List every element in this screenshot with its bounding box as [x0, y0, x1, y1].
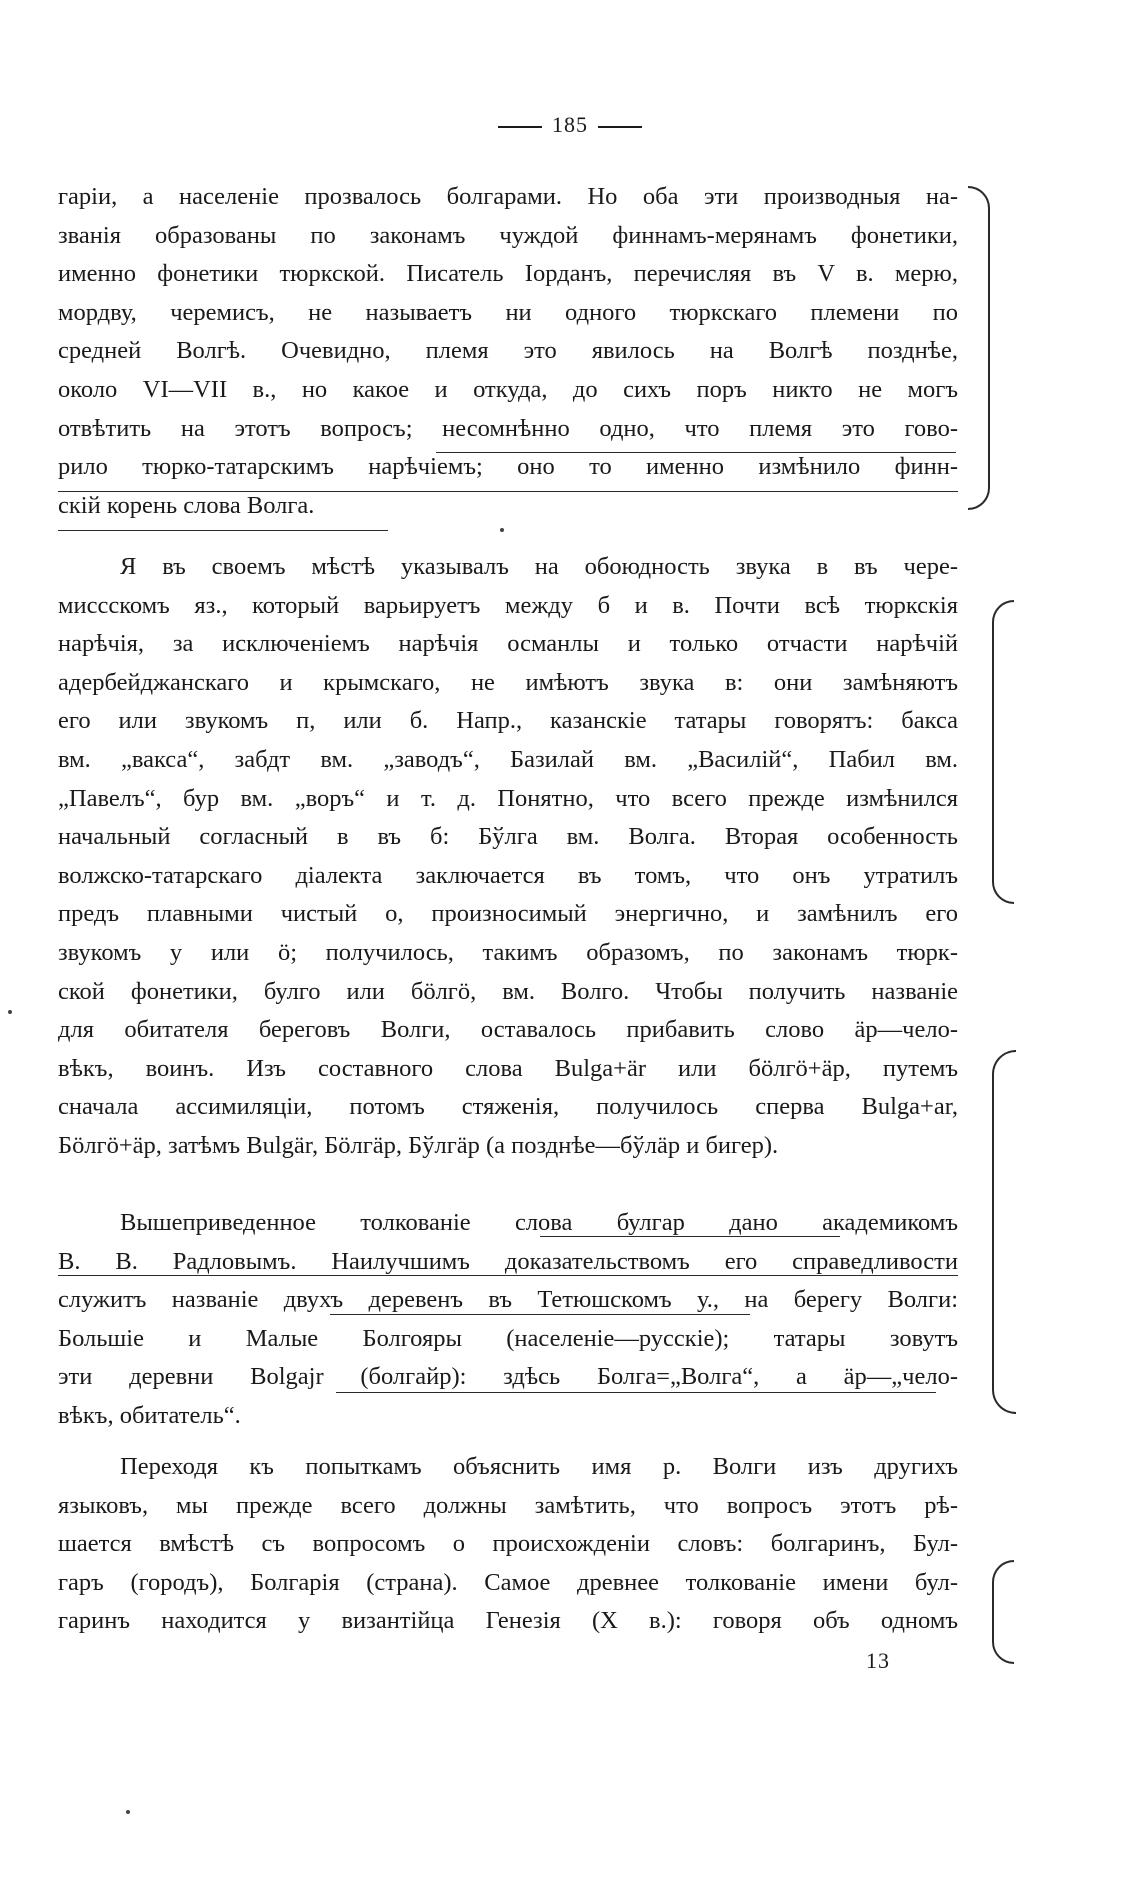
page-header [0, 112, 1140, 138]
text-line: гаръ (городъ), Болгарія (страна). Самое древнее толкованіе имени бул- [58, 1568, 958, 1596]
text-line: мордву, черемисъ, не называетъ ни одного тюркскаго племени по [58, 298, 958, 326]
text-line: Переходя къ попыткамъ объяснить имя р. Волги изъ другихъ [120, 1453, 958, 1480]
text-line: вѣкъ, обитатель“. [58, 1401, 241, 1429]
paragraph-4 [58, 1448, 958, 1641]
text-line: гаріи, а населеніе прозвалось болгарами. Но оба эти производныя на- [58, 183, 958, 210]
text-line: именно фонетики тюркской. Писатель Іорданъ, перечисляя въ V в. мерю, [58, 260, 958, 288]
text-line: званія образованы по законамъ чуждой финнамъ-мерянамъ фонетики, [58, 221, 958, 249]
margin-dot [500, 528, 504, 532]
margin-bracket-1 [968, 186, 990, 510]
text-line: служитъ названіе двухъ деревенъ въ Тетюшскомъ у., на берегу Волги: [58, 1286, 958, 1314]
pencil-underline [436, 452, 956, 453]
text-line: рило тюрко-татарскимъ нарѣчіемъ; оно то именно измѣнило финн- [58, 453, 958, 481]
text-line: сначала ассимиляціи, потомъ стяженія, получилось сперва Bulga+ar, [58, 1093, 958, 1121]
text-line: звукомъ у или ö; получилось, такимъ образомъ, по законамъ тюрк- [58, 938, 958, 966]
pencil-underline [58, 491, 958, 492]
text-line: гаринъ находится у византійца Генезія (X в.): говоря объ одномъ [58, 1607, 958, 1635]
text-line: около VI—VII в., но какое и откуда, до сихъ поръ никто не могъ [58, 375, 958, 403]
text-line: языковъ, мы прежде всего должны замѣтить, что вопросъ этотъ рѣ- [58, 1491, 958, 1519]
text-line: его или звукомъ п, или б. Напр., казанскіе татары говорятъ: бакса [58, 707, 958, 735]
text-line: волжско-татарскаго діалекта заключается въ томъ, что онъ утратилъ [58, 861, 958, 889]
text-line: начальный согласный в въ б: Бўлга вм. Волга. Вторая особенность [58, 823, 958, 851]
pencil-underline [58, 1275, 958, 1276]
header-dash-left [498, 126, 542, 128]
text-line: средней Волгѣ. Очевидно, племя это явилось на Волгѣ позднѣе, [58, 337, 958, 365]
text-line: скій корень слова Волга. [58, 491, 315, 519]
pencil-underline [336, 1392, 936, 1393]
text-line: Я въ своемъ мѣстѣ указывалъ на обоюдность звука в въ чере- [120, 553, 958, 580]
text-line: миссскомъ яз., который варьируетъ между б и в. Почти всѣ тюркскія [58, 591, 958, 619]
margin-dot [126, 1810, 130, 1814]
text-line: эти деревни Bolgajr (болгайр): здѣсь Болга=„Волга“, а äр—„чело- [58, 1363, 958, 1391]
text-line: отвѣтить на этотъ вопросъ; несомнѣнно одно, что племя это гово- [58, 414, 958, 442]
pencil-underline [330, 1314, 750, 1315]
margin-bracket-3 [992, 1050, 1016, 1414]
header-dash-right [598, 126, 642, 128]
text-line: адербейджанскаго и крымскаго, не имѣютъ звука в: они замѣняютъ [58, 668, 958, 696]
paragraph-1 [58, 178, 958, 525]
signature-mark: 13 [866, 1648, 890, 1673]
text-line: В. В. Радловымъ. Наилучшимъ доказательствомъ его справедливости [58, 1247, 958, 1275]
page-number: 185 [552, 112, 588, 137]
text-line: Вышеприведенное толкованіе слова булгар дано академикомъ [120, 1209, 958, 1236]
margin-bracket-4 [992, 1560, 1014, 1664]
text-line: вм. „вакса“, забдт вм. „заводъ“, Базилай вм. „Василій“, Пабил вм. [58, 745, 958, 773]
text-line: ской фонетики, булго или бöлгö, вм. Волго. Чтобы получить названіе [58, 977, 958, 1005]
margin-dot [8, 1010, 12, 1014]
text-line: вѣкъ, воинъ. Изъ составного слова Bulga+är или бöлгö+äр, путемъ [58, 1054, 958, 1082]
paragraph-2 [58, 548, 958, 1166]
text-line: для обитателя береговъ Волги, оставалось прибавить слово äр—чело- [58, 1016, 958, 1044]
text-line: шается вмѣстѣ съ вопросомъ о происхожденіи словъ: болгаринъ, Бул- [58, 1530, 958, 1558]
text-line: Большіе и Малые Болгояры (населеніе—русскіе); татары зовутъ [58, 1324, 958, 1352]
margin-bracket-2 [992, 600, 1014, 904]
paragraph-3 [58, 1204, 958, 1436]
text-line: Бöлгö+äр, затѣмъ Bulgär, Бöлгäр, Бўлгäр (а позднѣе—бўлäр и бигер). [58, 1131, 779, 1159]
pencil-underline [58, 530, 388, 531]
pencil-underline [540, 1236, 840, 1237]
text-line: нарѣчія, за исключеніемъ нарѣчія османлы и только отчасти нарѣчій [58, 630, 958, 658]
text-line: „Павелъ“, бур вм. „воръ“ и т. д. Понятно, что всего прежде измѣнился [58, 784, 958, 812]
text-line: предъ плавными чистый о, произносимый энергично, и замѣнилъ его [58, 900, 958, 928]
